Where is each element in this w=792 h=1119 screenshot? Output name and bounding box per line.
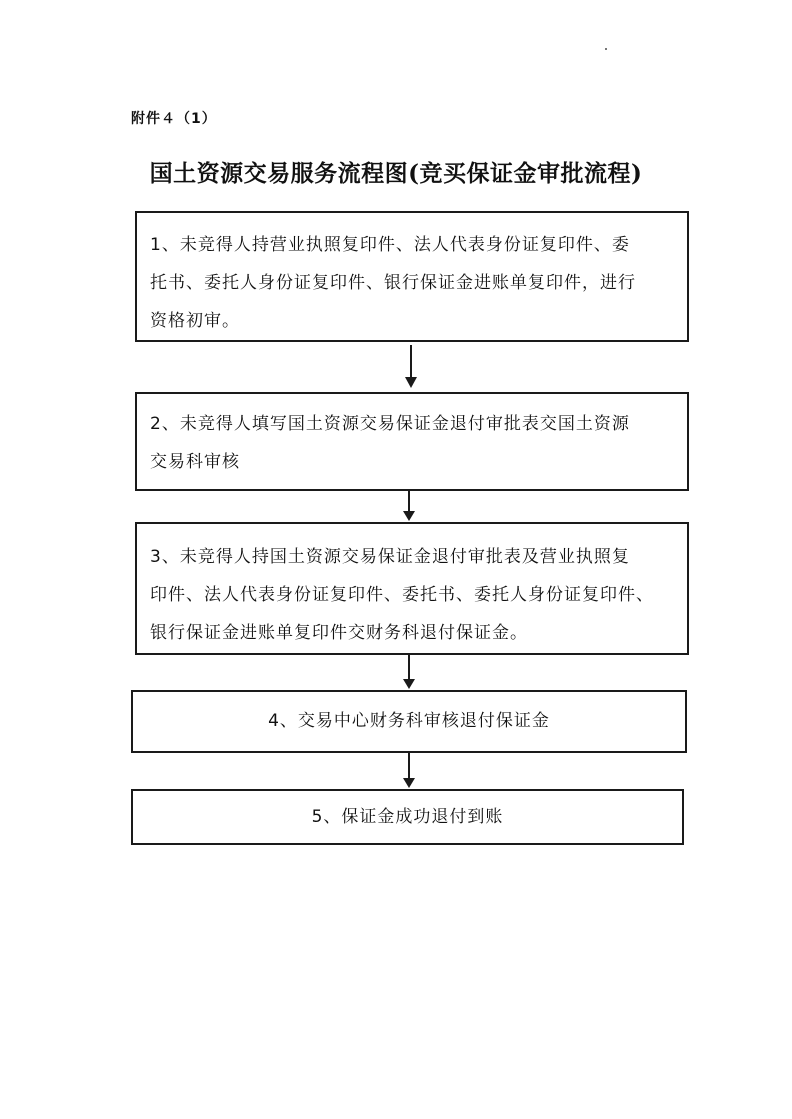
scan-speck <box>605 48 607 50</box>
step-2-line-1: 2、未竞得人填写国土资源交易保证金退付审批表交国土资源 <box>150 414 630 434</box>
flow-arrow-2-to-3 <box>401 491 417 522</box>
step-5-line-1: 5、保证金成功退付到账 <box>311 807 504 827</box>
step-1-line-2: 托书、委托人身份证复印件、银行保证金进账单复印件，进行 <box>150 273 636 293</box>
flow-arrow-3-to-4 <box>401 655 417 690</box>
step-1-line-1: 1、未竞得人持营业执照复印件、法人代表身份证复印件、委 <box>150 235 630 255</box>
attachment-label: 附件４（1） <box>131 111 217 127</box>
flow-arrow-4-to-5 <box>401 753 417 789</box>
flow-step-4 <box>131 690 687 753</box>
step-1-line-3: 资格初审。 <box>150 311 240 331</box>
step-4-line-1: 4、交易中心财务科审核退付保证金 <box>268 711 550 731</box>
flow-step-2 <box>135 392 689 491</box>
flow-arrow-1-to-2 <box>403 345 419 389</box>
step-3-line-1: 3、未竞得人持国土资源交易保证金退付审批表及营业执照复 <box>150 547 630 567</box>
step-3-line-2: 印件、法人代表身份证复印件、委托书、委托人身份证复印件、 <box>150 585 654 605</box>
step-2-line-2: 交易科审核 <box>150 452 240 472</box>
page-title: 国土资源交易服务流程图(竞买保证金审批流程) <box>149 160 643 187</box>
step-3-line-3: 银行保证金进账单复印件交财务科退付保证金。 <box>150 623 528 643</box>
flow-step-5 <box>131 789 684 845</box>
flow-step-1 <box>135 211 689 342</box>
flow-step-3 <box>135 522 689 655</box>
